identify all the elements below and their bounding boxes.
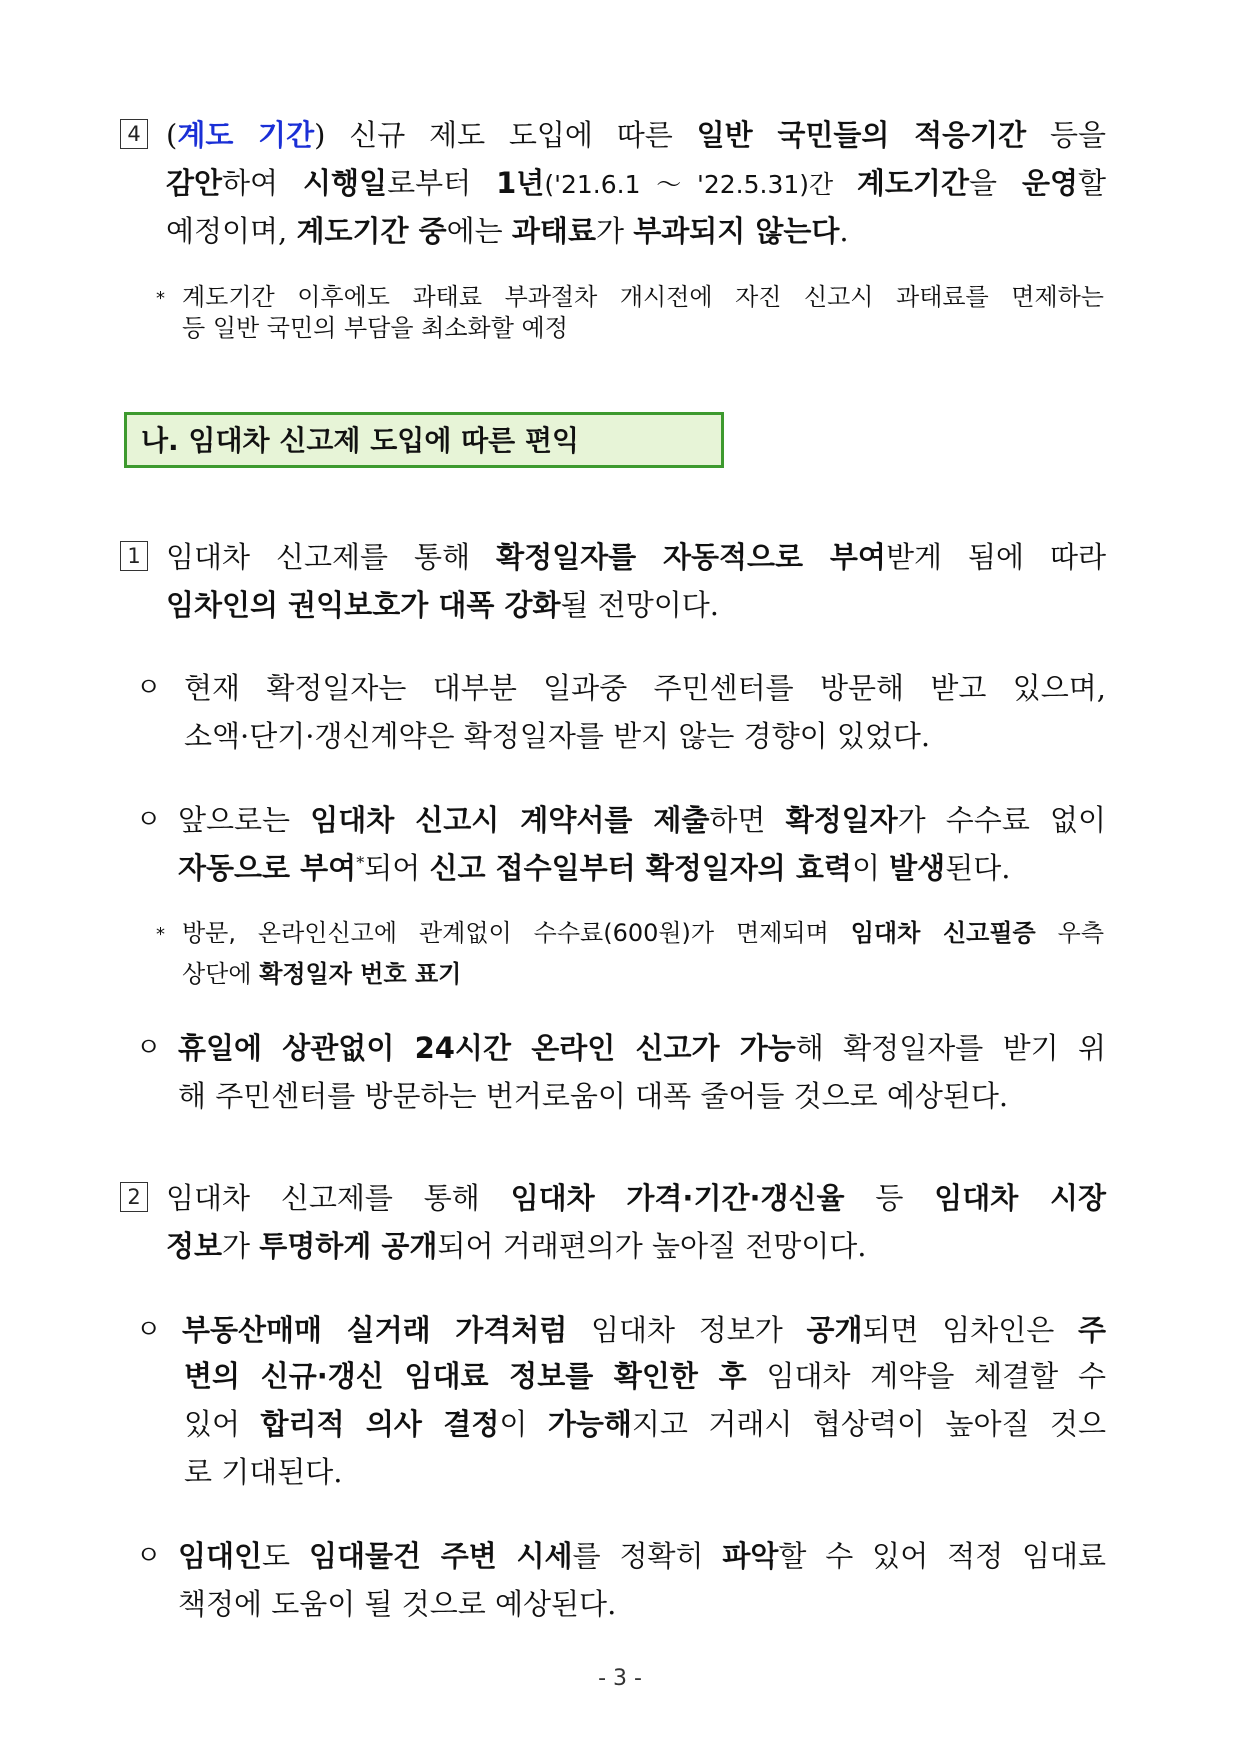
bullet-mark: ㅇ: [136, 805, 162, 835]
emphasis: 가능해: [547, 1407, 632, 1441]
emphasis: 감안: [166, 166, 223, 200]
text: 를 정확히: [572, 1539, 723, 1573]
text: 도: [262, 1539, 309, 1573]
item1-line-1: [166, 537, 1106, 577]
item4-title: 계도 기간: [177, 118, 315, 152]
text: 해 주민센터를 방문하는 번거로움이 대폭 줄어들 것으로 예상된다.: [178, 1079, 1009, 1113]
emphasis: 확정일자 번호 표기: [259, 960, 462, 988]
item1-note-line-2: [182, 957, 1104, 991]
emphasis: 주: [1077, 1313, 1106, 1347]
item1-bullet2-line-2: [178, 848, 1106, 888]
text: 신규 제도 도입에 따른: [325, 118, 697, 152]
text: 있어: [184, 1407, 261, 1441]
text: 된다.: [945, 851, 1011, 885]
paren: (: [166, 118, 178, 152]
text: 현재 확정일자는 대부분 일과중 주민센터를 방문해 받고 있으며,: [184, 671, 1106, 705]
emphasis: 임대차 신고필증: [850, 919, 1036, 947]
bullet-mark: ㅇ: [136, 1315, 162, 1345]
text: 되면 임차인은: [862, 1313, 1078, 1347]
item1-bullet1-line-1: [184, 668, 1106, 708]
item-number: 1: [127, 544, 141, 568]
item-number-box: [120, 1182, 148, 1212]
emphasis: 부과되지 않는다: [633, 214, 840, 248]
text: 이: [499, 1407, 548, 1441]
text: 소액·단기·갱신계약은 확정일자를 받지 않는 경향이 있었다.: [184, 719, 931, 753]
footnote-text: 방문, 온라인신고에 관계없이 수수료(600원)가 면제되며: [182, 919, 851, 947]
text: 가 수수료 없이: [897, 803, 1106, 837]
text: 지고 거래시 협상력이 높아질 것으: [631, 1407, 1107, 1441]
emphasis: 변의 신규·갱신 임대료 정보를 확인한 후: [184, 1359, 747, 1393]
emphasis: 확정일자를 자동적으로 부여: [496, 540, 886, 574]
text: 이: [851, 851, 890, 885]
text: 임대차 신고제를 통해: [166, 540, 497, 574]
footnote-text: 계도기간 이후에도 과태료 부과절차 개시전에 자진 신고시 과태료를 면제하는: [182, 283, 1104, 311]
footnote-mark: *: [156, 924, 165, 945]
text: 임대차 신고제를 통해: [166, 1181, 511, 1215]
emphasis: 임대인: [178, 1539, 263, 1573]
emphasis: 정보: [166, 1229, 223, 1263]
item4-line-2: [166, 163, 1106, 205]
bullet-mark: ㅇ: [136, 1541, 162, 1571]
bullet-mark: ㅇ: [136, 1033, 162, 1063]
item2-bullet1-line-2: [184, 1356, 1106, 1396]
footnote-text: 우측: [1035, 919, 1105, 947]
date-range: ('21.6.1～'22.5.31)간: [544, 170, 857, 199]
text: 될 전망이다.: [560, 588, 719, 622]
item1-bullet1-line-2: [184, 716, 1106, 756]
text: 책정에 도움이 될 것으로 예상된다.: [178, 1587, 617, 1621]
item1-bullet2-line-1: [178, 800, 1106, 840]
emphasis: 운영: [1021, 166, 1078, 200]
item2-bullet1-line-3: [184, 1404, 1106, 1444]
bullet-mark: ㅇ: [136, 673, 162, 703]
footnote-text: 상단에: [182, 960, 260, 988]
item-number: 4: [127, 122, 141, 146]
emphasis: 투명하게 공개: [259, 1229, 438, 1263]
emphasis: 공개: [806, 1313, 863, 1347]
text: 로 기대된다.: [184, 1455, 343, 1489]
emphasis: 휴일에 상관없이 24시간 온라인 신고가 가능: [178, 1031, 796, 1065]
footnote-ref: *: [356, 853, 365, 872]
text: 등을: [1026, 118, 1106, 152]
item-number-box: [120, 541, 148, 571]
text: 에는: [446, 214, 512, 248]
text: .: [839, 214, 849, 248]
emphasis: 임대차 시장: [934, 1181, 1107, 1215]
item1-note-line-1: [182, 916, 1104, 950]
item1-line-2: [166, 585, 1106, 625]
text: 등: [844, 1181, 935, 1215]
item-number-box: [120, 119, 148, 149]
text: 되어 거래편의가 높아질 전망이다.: [437, 1229, 867, 1263]
emphasis: 과태료: [511, 214, 596, 248]
item2-bullet2-line-1: [178, 1536, 1106, 1576]
section-heading-box: [124, 412, 724, 468]
text: 앞으로는: [178, 803, 311, 837]
text: 을: [968, 166, 1022, 200]
item4-note-line-2: [182, 311, 1104, 345]
text: 로부터: [387, 166, 497, 200]
paren: ): [314, 118, 326, 152]
emphasis: 임차인의 권익보호가 대폭 강화: [166, 588, 561, 622]
item2-line-2: [166, 1226, 1106, 1266]
emphasis: 임대물건 주변 시세: [308, 1539, 573, 1573]
emphasis: 시행일: [303, 166, 388, 200]
emphasis: 임대차 가격·기간·갱신율: [510, 1181, 845, 1215]
item4-line-1: [166, 115, 1106, 155]
item1-bullet3-line-1: [178, 1028, 1106, 1068]
emphasis: 합리적 의사 결정: [260, 1407, 500, 1441]
item4-note-line-1: [182, 280, 1104, 314]
text: 임대차 계약을 체결할 수: [746, 1359, 1106, 1393]
text: 예정이며,: [166, 214, 297, 248]
text: 할 수 있어 적정 임대료: [778, 1539, 1107, 1573]
item1-bullet3-line-2: [178, 1076, 1106, 1116]
page-number: - 3 -: [598, 1666, 642, 1691]
item2-bullet1-line-1: [182, 1310, 1106, 1350]
text: 가: [222, 1229, 260, 1263]
emphasis: 1년: [496, 166, 545, 200]
text: 해 확정일자를 받기 위: [795, 1031, 1107, 1065]
text: 할: [1078, 166, 1107, 200]
footnote-mark: *: [156, 288, 165, 309]
section-heading: 나. 임대차 신고제 도입에 따른 편익: [141, 424, 580, 457]
item2-bullet1-line-4: [184, 1452, 1106, 1492]
item4-line-3: [166, 211, 1106, 251]
emphasis: 계도기간: [856, 166, 969, 200]
text: 하면: [709, 803, 786, 837]
emphasis: 확정일자: [785, 803, 898, 837]
text: 되어: [364, 851, 430, 885]
emphasis: 발생: [889, 851, 946, 885]
item2-line-1: [166, 1178, 1106, 1218]
item-number: 2: [127, 1185, 141, 1209]
emphasis: 부동산매매 실거래 가격처럼: [182, 1313, 568, 1347]
emphasis: 계도기간 중: [296, 214, 447, 248]
emphasis: 자동으로 부여: [178, 851, 357, 885]
text: 임대차 정보가: [567, 1313, 807, 1347]
text: 받게 됨에 따라: [885, 540, 1106, 574]
emphasis: 일반 국민들의 적응기간: [696, 118, 1027, 152]
item2-bullet2-line-2: [178, 1584, 1106, 1624]
emphasis: 파악: [722, 1539, 779, 1573]
emphasis: 신고 접수일부터 확정일자의 효력: [429, 851, 852, 885]
text: 가: [595, 214, 634, 248]
footnote-text: 등 일반 국민의 부담을 최소화할 예정: [182, 314, 568, 342]
emphasis: 임대차 신고시 계약서를 제출: [310, 803, 710, 837]
text: 하여: [222, 166, 304, 200]
